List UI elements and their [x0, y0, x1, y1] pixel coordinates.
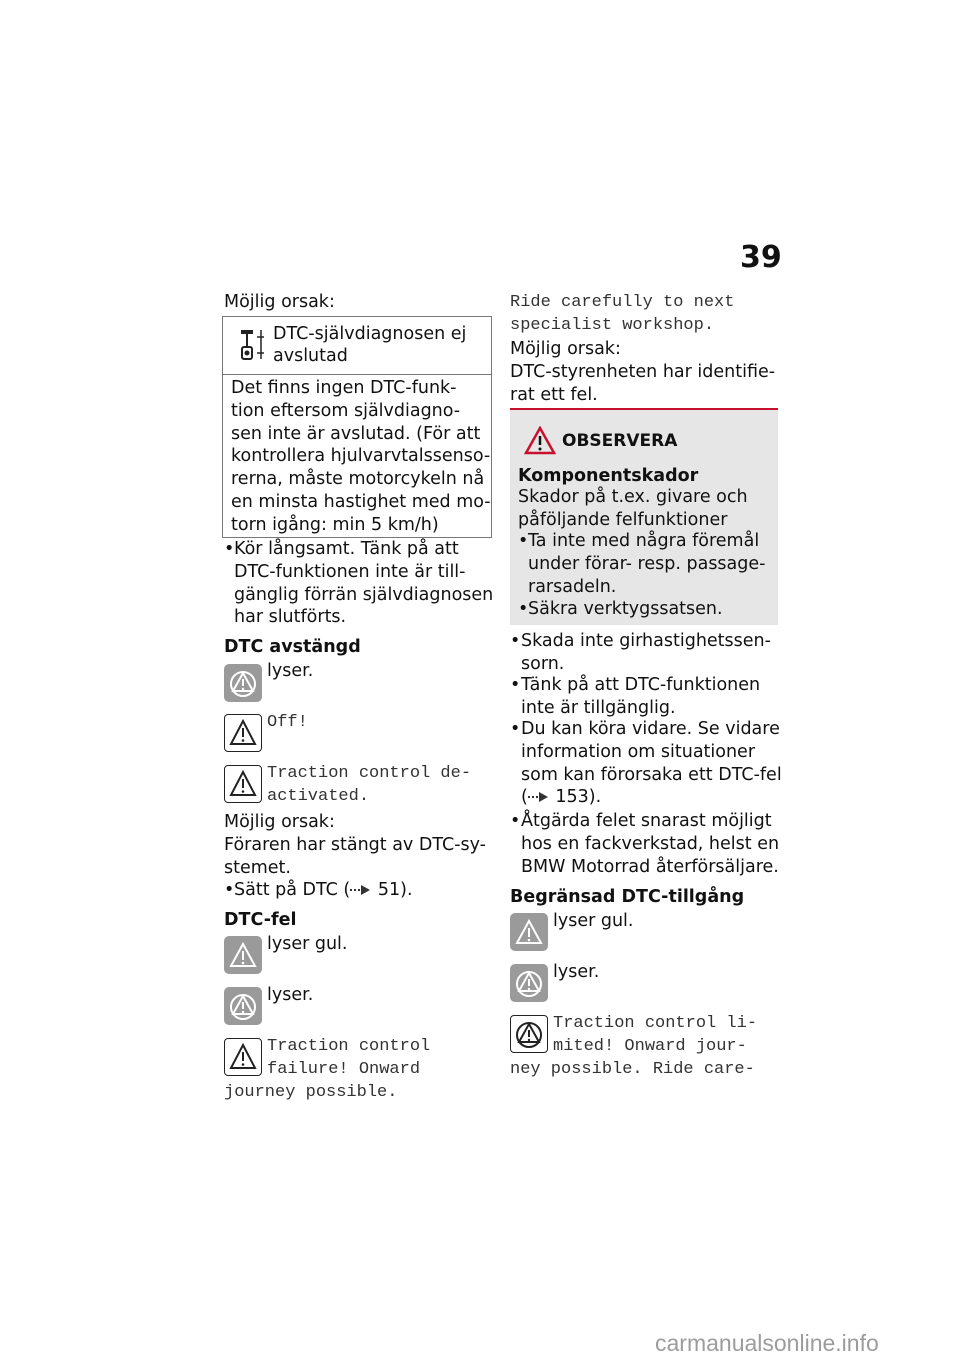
- dtc-off-cause-line1: Föraren har stängt av DTC-sy-: [224, 835, 486, 855]
- bullet-line: Du kan köra vidare. Se vidare: [521, 719, 780, 739]
- bullet-line: Åtgärda felet snarast möjligt: [521, 811, 772, 831]
- dtc-off-lights: lyser.: [267, 661, 314, 681]
- info-box-body: [231, 377, 491, 537]
- bullet-line: som kan förorsaka ett DTC-fel: [521, 764, 782, 785]
- bullet-line: ( 153).: [521, 787, 602, 808]
- limited-heading: Begränsad DTC-tillgång: [510, 887, 745, 907]
- sensor-icon: [235, 327, 265, 363]
- bullet-dot: •: [224, 539, 235, 559]
- caution-subtitle: Komponentskador: [518, 466, 699, 486]
- caution-item1-line2: under förar- resp. passage-: [528, 554, 766, 574]
- bullet-line: Skada inte girhastighetssen-: [521, 631, 771, 651]
- arrow-reference-icon[interactable]: [528, 791, 550, 803]
- dtc-grey-warning-icon: [510, 964, 548, 1002]
- bullet-dot: •: [510, 675, 521, 695]
- bullet-line: Tänk på att DTC-funktionen: [521, 675, 761, 695]
- limited-message-line3: ney possible. Ride care-: [510, 1060, 755, 1079]
- dtc-fault-message-line2: failure! Onward: [267, 1060, 421, 1079]
- body-line: Det finns ingen DTC-funk-: [231, 378, 457, 398]
- info-box-title-line1: DTC-självdiagnosen ej: [273, 324, 467, 344]
- dtc-off-heading: DTC avstängd: [224, 637, 361, 657]
- bullet-dot: •: [224, 880, 235, 900]
- body-line: tion eftersom självdiagno-: [231, 400, 461, 421]
- dtc-off-message-line2: activated.: [267, 787, 370, 806]
- limited-message-line2: mited! Onward jour-: [553, 1037, 747, 1056]
- bullet-line: Kör långsamt. Tänk på att: [234, 539, 459, 559]
- bullet-dot: •: [518, 599, 529, 619]
- dtc-fault-lights: lyser.: [267, 985, 314, 1005]
- bullet-dot: •: [518, 531, 529, 551]
- caution-title: OBSERVERA: [562, 431, 678, 451]
- dtc-grey-warning-icon: [224, 664, 262, 702]
- bullet-line: information om situationer: [521, 741, 756, 762]
- dtc-off-bullet-text: Sätt på DTC (: [234, 880, 351, 900]
- bullet-line: hos en fackverkstad, helst en: [521, 833, 780, 854]
- body-line: rerna, måste motorcykeln nå: [231, 469, 485, 490]
- bullet-line: gänglig förrän självdiagnosen: [234, 584, 494, 605]
- right-bullet: [521, 630, 771, 676]
- bullet-line: sorn.: [521, 653, 565, 674]
- right-bullet: [521, 810, 779, 878]
- body-line: en minsta hastighet med mo-: [231, 491, 491, 512]
- caution-item2: Säkra verktygssatsen.: [528, 599, 723, 619]
- bullet-dot: •: [510, 811, 521, 831]
- right-bullet: [521, 674, 760, 720]
- dtc-off-display: Off!: [267, 713, 308, 732]
- warning-triangle-icon: [224, 1038, 262, 1076]
- dtc-fault-message-line1: Traction control: [267, 1037, 431, 1056]
- info-box: [222, 316, 492, 538]
- limited-lights: lyser.: [553, 962, 600, 982]
- bullet-line: har slutförts.: [234, 607, 347, 628]
- caution-warning-icon: [524, 426, 556, 456]
- caution-line1: Skador på t.ex. givare och: [518, 487, 748, 507]
- dtc-grey-triangle-icon: [224, 936, 262, 974]
- bullet-line: BMW Motorrad återförsäljare.: [521, 856, 779, 877]
- caution-item1-line3: rarsadeln.: [528, 577, 617, 597]
- dtc-off-cause-label: Möjlig orsak:: [224, 812, 335, 832]
- limited-lights-yellow: lyser gul.: [553, 911, 634, 931]
- caution-line2: påföljande felfunktioner: [518, 510, 728, 530]
- bullet-line: DTC-funktionen inte är till-: [234, 561, 466, 582]
- dtc-warning-circle-icon: [510, 1015, 548, 1053]
- bullet-dot: •: [510, 719, 521, 739]
- dtc-fault-lights-yellow: lyser gul.: [267, 934, 348, 954]
- dtc-grey-warning-icon: [224, 987, 262, 1025]
- dtc-fault-message-line3: journey possible.: [224, 1083, 398, 1102]
- cause-label: Möjlig orsak:: [224, 292, 335, 312]
- page-reference-link[interactable]: 153).: [555, 787, 602, 808]
- page-number: 39: [740, 240, 782, 275]
- right-cause-line1: DTC-styrenheten har identifie-: [510, 362, 776, 382]
- bullet-text: [234, 538, 493, 629]
- right-message-line2: specialist workshop.: [510, 316, 715, 335]
- right-bullet: [521, 718, 782, 809]
- dtc-off-cause-line2: stemet.: [224, 858, 291, 878]
- dtc-off-bullet: [234, 879, 413, 902]
- body-line: sen inte är avslutad. (För att: [231, 423, 481, 444]
- body-line: torn igång: min 5 km/h): [231, 514, 439, 535]
- info-box-header: [223, 317, 491, 375]
- dtc-off-message-line1: Traction control de-: [267, 764, 472, 783]
- arrow-reference-icon[interactable]: [350, 884, 372, 896]
- info-box-title-line2: avslutad: [273, 346, 348, 366]
- dtc-fault-heading: DTC-fel: [224, 910, 297, 930]
- page-reference-link[interactable]: 51).: [377, 880, 413, 900]
- bullet-line: inte är tillgänglig.: [521, 697, 676, 718]
- right-cause-line2: rat ett fel.: [510, 385, 598, 405]
- right-cause-label: Möjlig orsak:: [510, 339, 621, 359]
- caution-note: [510, 408, 778, 625]
- bullet-dot: •: [510, 631, 521, 651]
- limited-message-line1: Traction control li-: [553, 1014, 758, 1033]
- right-message-line1: Ride carefully to next: [510, 293, 735, 312]
- dtc-grey-triangle-icon: [510, 913, 548, 951]
- body-line: kontrollera hjulvarvtalssenso-: [231, 446, 491, 467]
- watermark: carmanualsonline.info: [655, 1330, 879, 1356]
- caution-item1-line1: Ta inte med några föremål: [528, 531, 760, 551]
- warning-triangle-icon: [224, 765, 262, 803]
- warning-triangle-icon: [224, 714, 262, 752]
